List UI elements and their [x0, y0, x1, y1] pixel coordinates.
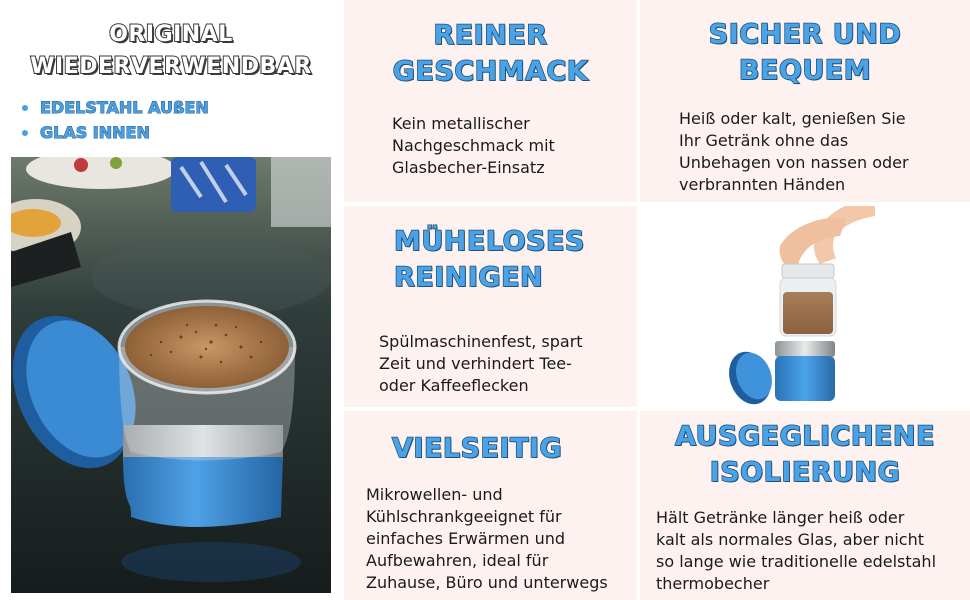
text-line: Ihr Getränk ohne das	[679, 131, 849, 150]
text-pure-taste	[392, 113, 555, 179]
heading-line: VIELSEITIG	[392, 433, 563, 464]
heading-line: SICHER UND	[708, 19, 902, 50]
heading-line: AUSGEGLICHENE	[675, 421, 935, 452]
heading-line: REINER	[433, 20, 548, 51]
text-line: Nachgeschmack mit	[392, 136, 555, 155]
feature-steel-outside: EDELSTAHL AUßEN	[22, 95, 209, 120]
text-line: kalt als normales Glas, aber nicht	[656, 530, 925, 549]
panel-product-photo	[640, 206, 970, 407]
hand-lifting-cup-illustration	[640, 206, 970, 407]
text-line: Zeit und verhindert Tee-	[379, 354, 572, 373]
heading-balanced-insulation	[640, 419, 970, 491]
brand-title-original: ORIGINAL	[109, 22, 233, 47]
text-balanced-insulation	[656, 507, 936, 595]
heading-line: GESCHMACK	[392, 56, 589, 87]
text-line: Kein metallischer	[392, 114, 530, 133]
heading-safe-convenient	[640, 17, 970, 89]
text-line: Spülmaschinenfest, spart	[379, 332, 583, 351]
panel-safe-convenient	[640, 0, 970, 202]
heading-pure-taste	[344, 18, 637, 90]
cappuccino-cup-photo	[11, 157, 331, 593]
brand-title-reusable: WIEDERVERWENDBAR	[30, 54, 312, 79]
text-line: Aufbewahren, ideal für	[366, 551, 549, 570]
heading-line: REINIGEN	[394, 262, 544, 293]
heading-versatile	[392, 431, 562, 467]
panel-easy-cleaning	[344, 206, 637, 407]
text-line: oder Kaffeeflecken	[379, 376, 529, 395]
text-line: Kühlschrankgeeignet für	[366, 507, 562, 526]
brand-column	[0, 0, 342, 600]
text-easy-cleaning	[379, 331, 583, 397]
heading-line: ISOLIERUNG	[709, 457, 901, 488]
panel-pure-taste	[344, 0, 637, 202]
text-line: thermobecher	[656, 574, 770, 593]
text-line: Unbehagen von nassen oder	[679, 153, 909, 172]
text-line: Hält Getränke länger heiß oder	[656, 508, 905, 527]
panel-versatile	[344, 411, 637, 600]
text-line: verbrannten Händen	[679, 175, 846, 194]
feature-glass-inside: GLAS INNEN	[22, 120, 209, 145]
text-line: so lange wie traditionelle edelstahl	[656, 552, 937, 571]
heading-line: MÜHELOSES	[394, 226, 585, 257]
text-line: Heiß oder kalt, genießen Sie	[679, 109, 906, 128]
text-versatile	[366, 484, 608, 594]
heading-line: BEQUEM	[738, 55, 872, 86]
cappuccino-cup-illustration	[11, 157, 331, 593]
text-line: einfaches Erwärmen und	[366, 529, 566, 548]
text-line: Mikrowellen- und	[366, 485, 503, 504]
heading-easy-cleaning	[394, 224, 585, 296]
feature-list	[22, 95, 209, 145]
text-safe-convenient	[679, 108, 909, 196]
text-line: Glasbecher-Einsatz	[392, 158, 545, 177]
text-line: Zuhause, Büro und unterwegs	[366, 573, 608, 592]
panel-balanced-insulation	[640, 411, 970, 600]
